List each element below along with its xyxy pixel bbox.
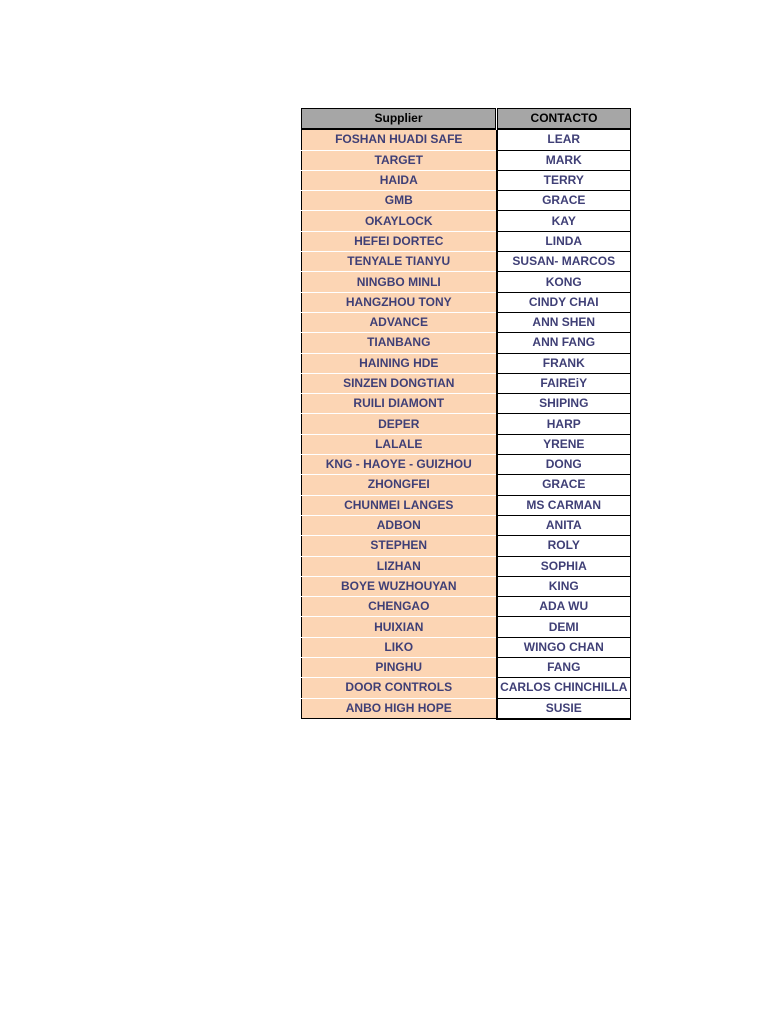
table-row [302, 129, 631, 150]
table-row [302, 475, 631, 495]
supplier-cell: NINGBO MINLI [302, 272, 497, 292]
contact-cell: FAIREiY [497, 373, 631, 393]
supplier-cell: ZHONGFEI [302, 475, 497, 495]
supplier-cell: HANGZHOU TONY [302, 292, 497, 312]
supplier-cell: BOYE WUZHOUYAN [302, 576, 497, 596]
supplier-cell: TIANBANG [302, 333, 497, 353]
header-row [302, 109, 631, 130]
contact-cell: DONG [497, 455, 631, 475]
contact-cell: GRACE [497, 475, 631, 495]
supplier-cell: ANBO HIGH HOPE [302, 698, 497, 719]
contact-cell: YRENE [497, 434, 631, 454]
contact-cell: CINDY CHAI [497, 292, 631, 312]
supplier-cell: TENYALE TIANYU [302, 252, 497, 272]
table-row [302, 414, 631, 434]
supplier-cell: CHENGAO [302, 597, 497, 617]
table-row [302, 495, 631, 515]
table-row [302, 191, 631, 211]
table-row [302, 658, 631, 678]
supplier-column-header: Supplier [302, 109, 497, 130]
contact-cell: WINGO CHAN [497, 637, 631, 657]
contact-cell: LINDA [497, 231, 631, 251]
table-row [302, 150, 631, 170]
table-row [302, 617, 631, 637]
supplier-cell: LIZHAN [302, 556, 497, 576]
supplier-cell: HUIXIAN [302, 617, 497, 637]
contact-cell: ANITA [497, 515, 631, 535]
table-row [302, 455, 631, 475]
contact-cell: ANN FANG [497, 333, 631, 353]
supplier-cell: DOOR CONTROLS [302, 678, 497, 698]
contact-cell: MARK [497, 150, 631, 170]
table-row [302, 515, 631, 535]
supplier-cell: ADBON [302, 515, 497, 535]
contact-cell: SHIPING [497, 394, 631, 414]
table-body [302, 129, 631, 719]
table-row [302, 252, 631, 272]
supplier-cell: RUILI DIAMONT [302, 394, 497, 414]
contact-cell: CARLOS CHINCHILLA [497, 678, 631, 698]
supplier-cell: LALALE [302, 434, 497, 454]
supplier-cell: ADVANCE [302, 312, 497, 332]
supplier-cell: SINZEN DONGTIAN [302, 373, 497, 393]
contact-cell: SUSIE [497, 698, 631, 719]
contact-cell: GRACE [497, 191, 631, 211]
table-row [302, 211, 631, 231]
contact-cell: LEAR [497, 129, 631, 150]
supplier-cell: HEFEI DORTEC [302, 231, 497, 251]
contact-cell: ROLY [497, 536, 631, 556]
table-row [302, 597, 631, 617]
supplier-cell: PINGHU [302, 658, 497, 678]
table-row [302, 292, 631, 312]
table-row [302, 698, 631, 719]
contact-cell: KONG [497, 272, 631, 292]
contact-cell: DEMI [497, 617, 631, 637]
contact-column-header: CONTACTO [497, 109, 631, 130]
supplier-cell: TARGET [302, 150, 497, 170]
table-row [302, 373, 631, 393]
table-row [302, 333, 631, 353]
contact-cell: KAY [497, 211, 631, 231]
contact-cell: KING [497, 576, 631, 596]
table-row [302, 434, 631, 454]
supplier-cell: CHUNMEI LANGES [302, 495, 497, 515]
contact-cell: MS CARMAN [497, 495, 631, 515]
table-row [302, 678, 631, 698]
supplier-cell: LIKO [302, 637, 497, 657]
table-row [302, 576, 631, 596]
supplier-cell: GMB [302, 191, 497, 211]
contact-cell: ADA WU [497, 597, 631, 617]
table-row [302, 637, 631, 657]
table-row [302, 170, 631, 190]
supplier-cell: STEPHEN [302, 536, 497, 556]
contact-cell: SUSAN- MARCOS [497, 252, 631, 272]
supplier-cell: DEPER [302, 414, 497, 434]
contact-cell: FANG [497, 658, 631, 678]
supplier-contact-table [301, 108, 631, 720]
supplier-cell: HAINING HDE [302, 353, 497, 373]
supplier-cell: HAIDA [302, 170, 497, 190]
table-row [302, 353, 631, 373]
contact-cell: ANN SHEN [497, 312, 631, 332]
table-row [302, 394, 631, 414]
contact-cell: FRANK [497, 353, 631, 373]
table-row [302, 536, 631, 556]
table-row [302, 272, 631, 292]
supplier-cell: FOSHAN HUADI SAFE [302, 129, 497, 150]
table-row [302, 312, 631, 332]
contact-cell: HARP [497, 414, 631, 434]
table-row [302, 231, 631, 251]
supplier-cell: KNG - HAOYE - GUIZHOU [302, 455, 497, 475]
contact-cell: TERRY [497, 170, 631, 190]
contact-cell: SOPHIA [497, 556, 631, 576]
table-row [302, 556, 631, 576]
supplier-cell: OKAYLOCK [302, 211, 497, 231]
